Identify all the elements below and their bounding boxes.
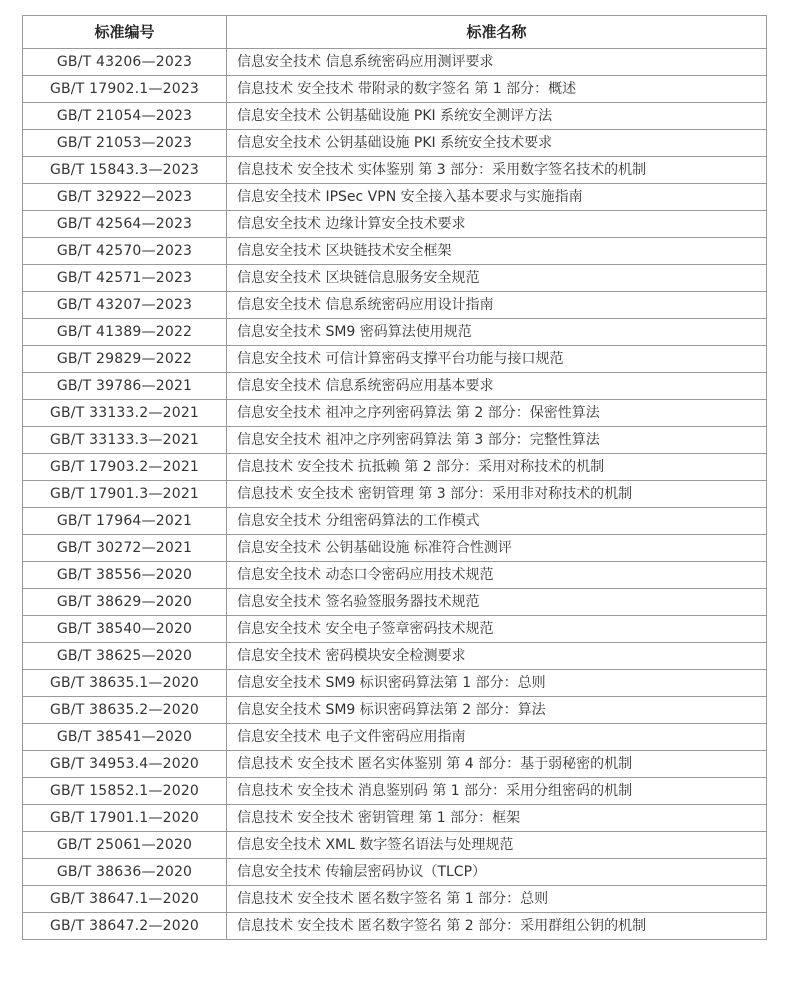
standard-number-cell: GB/T 42564—2023 bbox=[23, 211, 227, 238]
standard-name-cell: 信息安全技术 签名验签服务器技术规范 bbox=[227, 589, 767, 616]
standard-number-cell: GB/T 42570—2023 bbox=[23, 238, 227, 265]
table-row bbox=[23, 481, 767, 508]
standard-number-cell: GB/T 39786—2021 bbox=[23, 373, 227, 400]
standard-number-cell: GB/T 17902.1—2023 bbox=[23, 76, 227, 103]
standard-number-cell: GB/T 38647.2—2020 bbox=[23, 913, 227, 940]
standard-number-cell: GB/T 33133.2—2021 bbox=[23, 400, 227, 427]
table-row bbox=[23, 103, 767, 130]
standard-number-cell: GB/T 38647.1—2020 bbox=[23, 886, 227, 913]
table-row bbox=[23, 643, 767, 670]
standard-name-cell: 信息技术 安全技术 抗抵赖 第 2 部分：采用对称技术的机制 bbox=[227, 454, 767, 481]
table-row bbox=[23, 616, 767, 643]
table-body bbox=[23, 49, 767, 940]
standard-number-cell: GB/T 43206—2023 bbox=[23, 49, 227, 76]
standards-table-container bbox=[22, 15, 766, 940]
standard-name-cell: 信息安全技术 SM9 标识密码算法第 2 部分：算法 bbox=[227, 697, 767, 724]
standard-number-cell: GB/T 17964—2021 bbox=[23, 508, 227, 535]
standard-name-cell: 信息安全技术 信息系统密码应用测评要求 bbox=[227, 49, 767, 76]
standard-number-cell: GB/T 32922—2023 bbox=[23, 184, 227, 211]
table-row bbox=[23, 49, 767, 76]
table-row bbox=[23, 508, 767, 535]
table-row bbox=[23, 292, 767, 319]
standard-name-cell: 信息安全技术 SM9 标识密码算法第 1 部分：总则 bbox=[227, 670, 767, 697]
standard-name-cell: 信息安全技术 信息系统密码应用设计指南 bbox=[227, 292, 767, 319]
standard-number-cell: GB/T 17901.1—2020 bbox=[23, 805, 227, 832]
standard-number-cell: GB/T 15852.1—2020 bbox=[23, 778, 227, 805]
standard-name-cell: 信息安全技术 安全电子签章密码技术规范 bbox=[227, 616, 767, 643]
standard-name-cell: 信息安全技术 边缘计算安全技术要求 bbox=[227, 211, 767, 238]
standard-name-cell: 信息安全技术 XML 数字签名语法与处理规范 bbox=[227, 832, 767, 859]
table-row bbox=[23, 859, 767, 886]
table-row bbox=[23, 319, 767, 346]
standard-number-cell: GB/T 29829—2022 bbox=[23, 346, 227, 373]
standard-name-cell: 信息安全技术 祖冲之序列密码算法 第 3 部分：完整性算法 bbox=[227, 427, 767, 454]
table-row bbox=[23, 697, 767, 724]
table-row bbox=[23, 589, 767, 616]
table-row bbox=[23, 184, 767, 211]
table-row bbox=[23, 670, 767, 697]
standard-name-cell: 信息技术 安全技术 匿名数字签名 第 1 部分：总则 bbox=[227, 886, 767, 913]
standard-number-cell: GB/T 34953.4—2020 bbox=[23, 751, 227, 778]
standard-name-cell: 信息安全技术 分组密码算法的工作模式 bbox=[227, 508, 767, 535]
standard-number-cell: GB/T 33133.3—2021 bbox=[23, 427, 227, 454]
standard-number-cell: GB/T 38636—2020 bbox=[23, 859, 227, 886]
standard-name-cell: 信息安全技术 动态口令密码应用技术规范 bbox=[227, 562, 767, 589]
table-row bbox=[23, 454, 767, 481]
table-row bbox=[23, 562, 767, 589]
table-row bbox=[23, 373, 767, 400]
standard-number-cell: GB/T 17903.2—2021 bbox=[23, 454, 227, 481]
standard-name-cell: 信息安全技术 公钥基础设施 PKI 系统安全测评方法 bbox=[227, 103, 767, 130]
table-row bbox=[23, 913, 767, 940]
standard-number-cell: GB/T 38541—2020 bbox=[23, 724, 227, 751]
standard-name-cell: 信息技术 安全技术 消息鉴别码 第 1 部分：采用分组密码的机制 bbox=[227, 778, 767, 805]
table-row bbox=[23, 832, 767, 859]
standard-name-cell: 信息安全技术 区块链技术安全框架 bbox=[227, 238, 767, 265]
table-row bbox=[23, 724, 767, 751]
standard-name-cell: 信息技术 安全技术 匿名数字签名 第 2 部分：采用群组公钥的机制 bbox=[227, 913, 767, 940]
table-row bbox=[23, 265, 767, 292]
table-row bbox=[23, 400, 767, 427]
table-row bbox=[23, 211, 767, 238]
header-standard-number: 标准编号 bbox=[23, 16, 227, 49]
table-row bbox=[23, 427, 767, 454]
standard-number-cell: GB/T 43207—2023 bbox=[23, 292, 227, 319]
table-row bbox=[23, 157, 767, 184]
standard-number-cell: GB/T 42571—2023 bbox=[23, 265, 227, 292]
table-row bbox=[23, 130, 767, 157]
standard-name-cell: 信息安全技术 信息系统密码应用基本要求 bbox=[227, 373, 767, 400]
table-header-row bbox=[23, 16, 767, 49]
standards-table bbox=[22, 15, 767, 940]
standard-number-cell: GB/T 38556—2020 bbox=[23, 562, 227, 589]
table-row bbox=[23, 346, 767, 373]
standard-number-cell: GB/T 17901.3—2021 bbox=[23, 481, 227, 508]
standard-name-cell: 信息安全技术 公钥基础设施 标准符合性测评 bbox=[227, 535, 767, 562]
standard-number-cell: GB/T 38635.1—2020 bbox=[23, 670, 227, 697]
standard-name-cell: 信息技术 安全技术 实体鉴别 第 3 部分：采用数字签名技术的机制 bbox=[227, 157, 767, 184]
table-row bbox=[23, 535, 767, 562]
standard-number-cell: GB/T 15843.3—2023 bbox=[23, 157, 227, 184]
table-row bbox=[23, 805, 767, 832]
table-row bbox=[23, 76, 767, 103]
standard-number-cell: GB/T 41389—2022 bbox=[23, 319, 227, 346]
standard-name-cell: 信息安全技术 SM9 密码算法使用规范 bbox=[227, 319, 767, 346]
standard-name-cell: 信息技术 安全技术 带附录的数字签名 第 1 部分：概述 bbox=[227, 76, 767, 103]
standard-number-cell: GB/T 30272—2021 bbox=[23, 535, 227, 562]
table-row bbox=[23, 238, 767, 265]
standard-number-cell: GB/T 38635.2—2020 bbox=[23, 697, 227, 724]
standard-name-cell: 信息技术 安全技术 密钥管理 第 1 部分：框架 bbox=[227, 805, 767, 832]
standard-name-cell: 信息安全技术 传输层密码协议（TLCP） bbox=[227, 859, 767, 886]
standard-number-cell: GB/T 21053—2023 bbox=[23, 130, 227, 157]
table-row bbox=[23, 778, 767, 805]
header-standard-name: 标准名称 bbox=[227, 16, 767, 49]
standard-name-cell: 信息安全技术 电子文件密码应用指南 bbox=[227, 724, 767, 751]
standard-name-cell: 信息安全技术 密码模块安全检测要求 bbox=[227, 643, 767, 670]
standard-name-cell: 信息安全技术 祖冲之序列密码算法 第 2 部分：保密性算法 bbox=[227, 400, 767, 427]
table-row bbox=[23, 751, 767, 778]
standard-name-cell: 信息安全技术 区块链信息服务安全规范 bbox=[227, 265, 767, 292]
standard-number-cell: GB/T 38625—2020 bbox=[23, 643, 227, 670]
standard-number-cell: GB/T 21054—2023 bbox=[23, 103, 227, 130]
standard-name-cell: 信息技术 安全技术 匿名实体鉴别 第 4 部分：基于弱秘密的机制 bbox=[227, 751, 767, 778]
standard-number-cell: GB/T 38540—2020 bbox=[23, 616, 227, 643]
standard-name-cell: 信息安全技术 公钥基础设施 PKI 系统安全技术要求 bbox=[227, 130, 767, 157]
standard-name-cell: 信息安全技术 IPSec VPN 安全接入基本要求与实施指南 bbox=[227, 184, 767, 211]
table-row bbox=[23, 886, 767, 913]
standard-number-cell: GB/T 38629—2020 bbox=[23, 589, 227, 616]
standard-name-cell: 信息技术 安全技术 密钥管理 第 3 部分：采用非对称技术的机制 bbox=[227, 481, 767, 508]
standard-name-cell: 信息安全技术 可信计算密码支撑平台功能与接口规范 bbox=[227, 346, 767, 373]
standard-number-cell: GB/T 25061—2020 bbox=[23, 832, 227, 859]
